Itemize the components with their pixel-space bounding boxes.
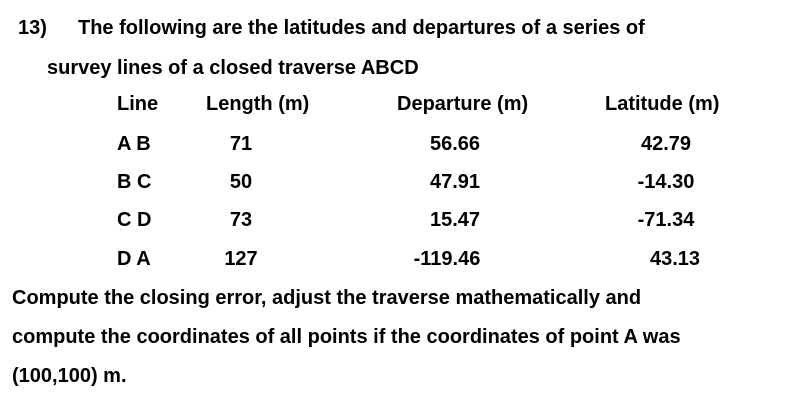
row-departure: 47.91 — [429, 171, 481, 193]
row-departure: -119.46 — [413, 248, 481, 270]
header-departure: Departure (m) — [397, 93, 529, 115]
problem-intro-line-1: The following are the latitudes and departures of a series of — [78, 17, 645, 39]
row-latitude: 43.13 — [649, 248, 701, 270]
row-line: C D — [117, 209, 152, 231]
row-latitude: 42.79 — [640, 133, 692, 155]
problem-intro-line-2: survey lines of a closed traverse ABCD — [47, 57, 419, 79]
row-length: 71 — [229, 133, 253, 155]
row-length: 50 — [229, 171, 253, 193]
row-length: 127 — [224, 248, 258, 270]
row-line: B C — [117, 171, 152, 193]
row-length: 73 — [229, 209, 253, 231]
row-line: A B — [117, 133, 151, 155]
header-length: Length (m) — [206, 93, 310, 115]
instructions-line-1: Compute the closing error, adjust the traverse mathematically and — [12, 287, 642, 309]
instructions-line-2: compute the coordinates of all points if the coordinates of point A was — [12, 326, 681, 348]
row-latitude: -14.30 — [637, 171, 695, 193]
header-latitude: Latitude (m) — [605, 93, 720, 115]
row-departure: 15.47 — [429, 209, 481, 231]
row-line: D A — [117, 248, 151, 270]
row-latitude: -71.34 — [637, 209, 695, 231]
header-line: Line — [117, 93, 159, 115]
row-departure: 56.66 — [429, 133, 481, 155]
problem-number: 13) — [18, 17, 47, 39]
instructions-line-3: (100,100) m. — [12, 365, 127, 387]
